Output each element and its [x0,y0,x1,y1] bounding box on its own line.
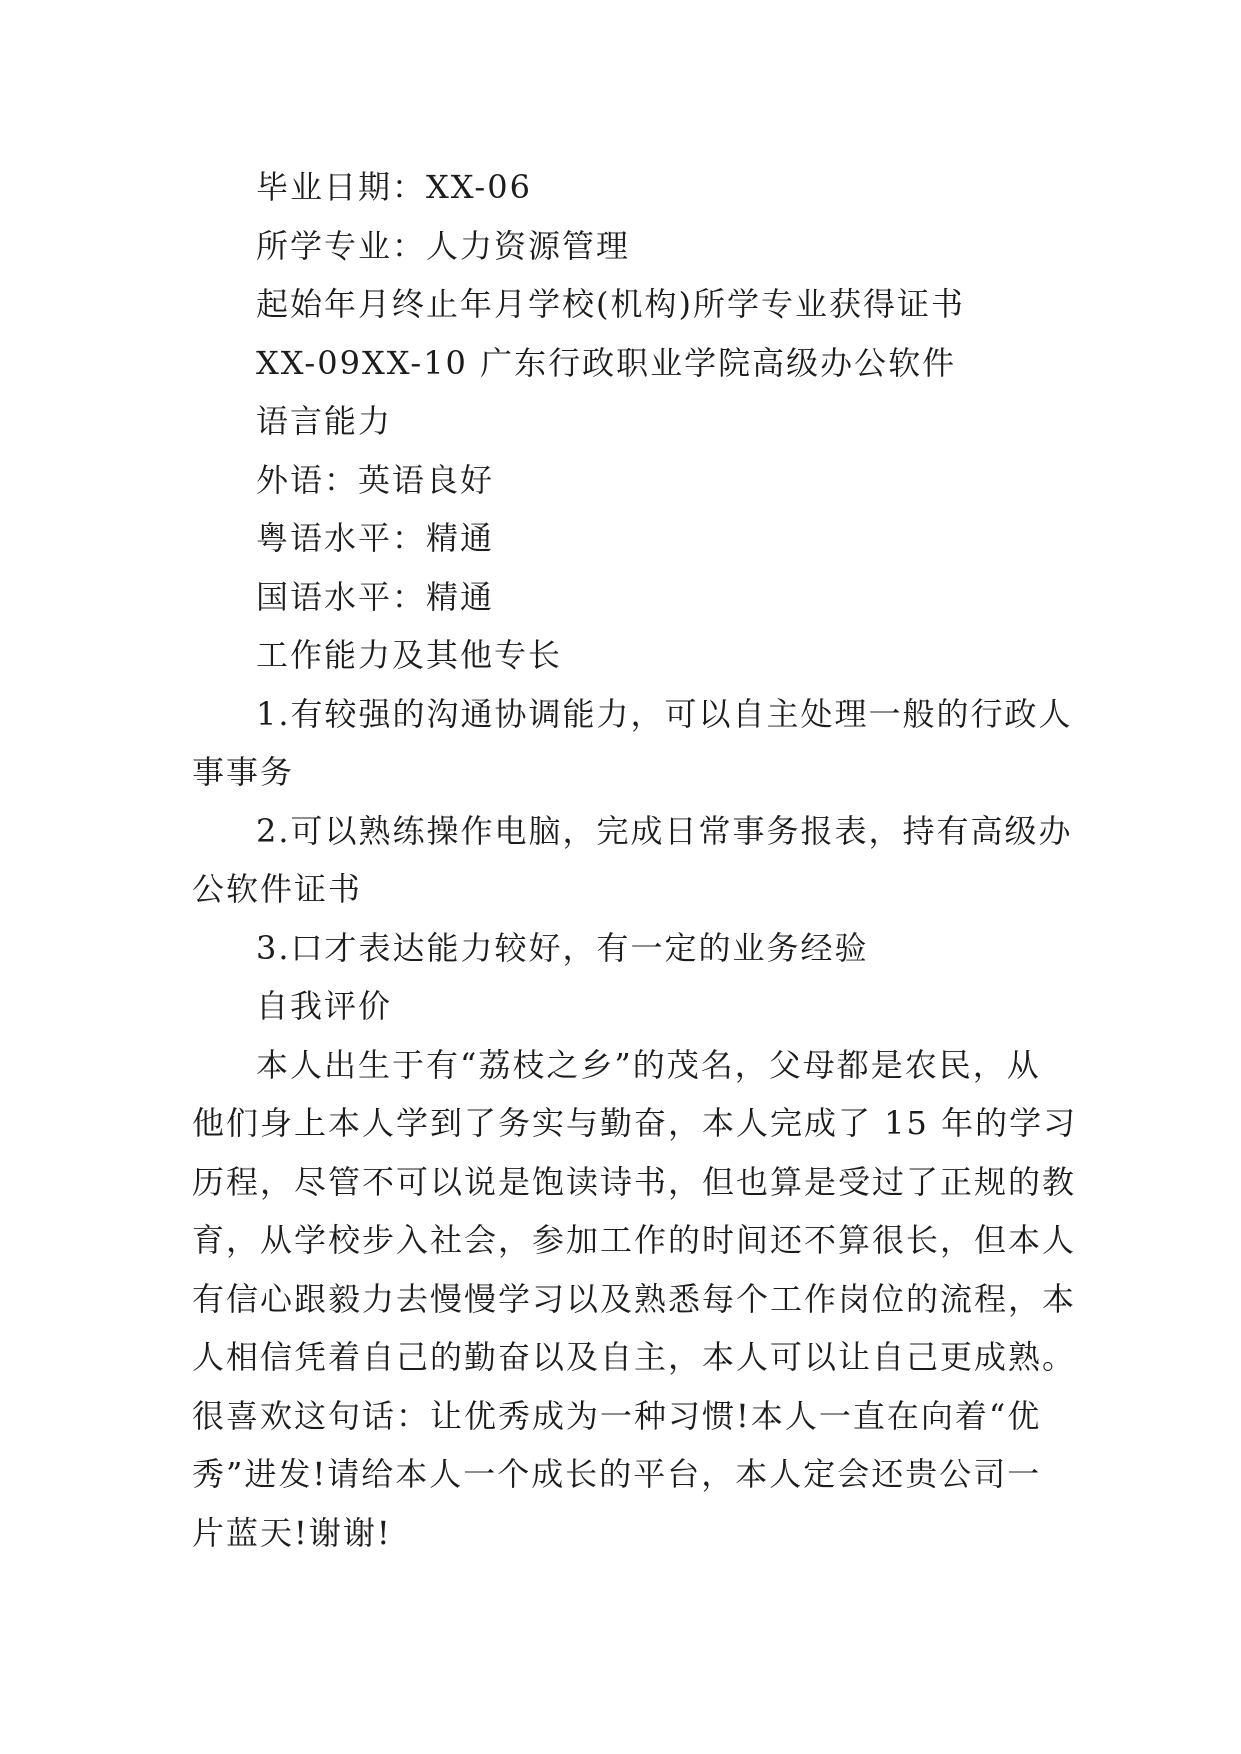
self-evaluation-line-9: 片蓝天!谢谢! [192,1513,392,1552]
skills-section-heading: 工作能力及其他专长 [256,636,563,674]
skill-2-line: 2.可以熟练操作电脑，完成日常事务报表，持有高级办 [256,811,1073,850]
graduation-date-line: 毕业日期：XX-06 [256,168,532,206]
skill-2-continuation: 公软件证书 [192,870,363,908]
language-section-heading: 语言能力 [256,402,393,440]
self-evaluation-line-5: 有信心跟毅力去慢慢学习以及熟悉每个工作岗位的流程，本 [192,1279,1077,1318]
self-evaluation-line-6: 人相信凭着自己的勤奋以及自主，本人可以让自己更成熟。 [192,1338,1077,1376]
cantonese-level-line: 粤语水平：精通 [256,519,495,557]
self-evaluation-line-1: 本人出生于有“荔枝之乡”的茂名，父母都是农民，从 [256,1045,1041,1084]
foreign-language-line: 外语：英语良好 [256,460,495,499]
document-body [192,158,1078,1562]
self-evaluation-line-2: 他们身上本人学到了务实与勤奋，本人完成了 15 年的学习 [192,1104,1078,1142]
self-evaluation-line-7: 很喜欢这句话：让优秀成为一种习惯!本人一直在向着“优 [192,1396,1042,1435]
skill-1-continuation: 事事务 [192,753,295,791]
self-evaluation-heading: 自我评价 [256,987,393,1025]
self-evaluation-line-8: 秀”进发!请给本人一个成长的平台，本人定会还贵公司一 [192,1455,1042,1493]
skill-3-line: 3.口才表达能力较好，有一定的业务经验 [256,928,869,967]
mandarin-level-line: 国语水平：精通 [256,577,495,616]
self-evaluation-line-4: 育，从学校步入社会，参加工作的时间还不算很长，但本人 [192,1221,1077,1259]
skill-1-line: 1.有较强的沟通协调能力，可以自主处理一般的行政人 [256,694,1073,733]
major-line: 所学专业：人力资源管理 [256,226,631,265]
education-table-header-line: 起始年月终止年月学校(机构)所学专业获得证书 [256,285,965,323]
self-evaluation-line-3: 历程，尽管不可以说是饱读诗书，但也算是受过了正规的教 [192,1162,1077,1201]
education-record-line: XX-09XX-10 广东行政职业学院高级办公软件 [256,343,957,382]
